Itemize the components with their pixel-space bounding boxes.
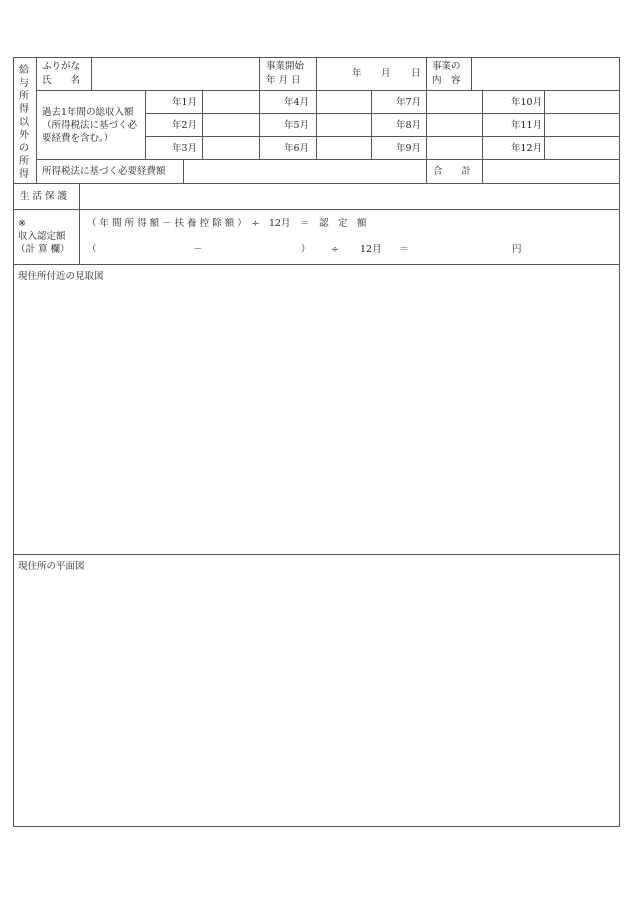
- cert-label-2: （計 算 欄）: [16, 244, 70, 255]
- col-m3-lab: [371, 90, 372, 159]
- welfare-label: 生 活 保 護: [20, 191, 68, 202]
- business-start-label-2: 年 月 日: [266, 75, 301, 86]
- total-label: 合 計: [433, 166, 472, 177]
- business-content-label-2: 内 容: [432, 75, 461, 86]
- row-line-8: [13, 554, 620, 555]
- row-line-2: [145, 113, 620, 114]
- col-m2-lab: [259, 90, 260, 159]
- col-m4-lab: [482, 90, 483, 159]
- col-start-label: [259, 57, 260, 90]
- month-label: 年5月: [284, 120, 310, 131]
- col-calc: [79, 209, 80, 264]
- month-label: 年3月: [172, 143, 198, 154]
- month-label: 年7月: [396, 97, 422, 108]
- row-line-3: [145, 136, 620, 137]
- date-day: 日: [411, 68, 421, 79]
- month-label: 年6月: [284, 143, 310, 154]
- col-m1-val: [202, 90, 203, 159]
- col-m3-val: [426, 90, 427, 159]
- formula-close: ）: [301, 244, 311, 255]
- month-label: 年8月: [396, 120, 422, 131]
- map-label: 現住所付近の見取図: [18, 271, 104, 282]
- cert-mark: ※: [18, 218, 26, 229]
- col-content-label: [426, 57, 427, 90]
- row-line-4: [36, 159, 620, 160]
- income-label-1: 過去1年間の総収入額: [42, 107, 134, 118]
- date-year: 年: [352, 68, 362, 79]
- month-label: 年11月: [511, 120, 543, 131]
- income-label-2: （所得税法に基づく必: [42, 120, 138, 131]
- business-content-label-1: 事業の: [432, 61, 461, 72]
- col-content-value: [471, 57, 472, 90]
- side-label: 給与所得以外の所得: [19, 65, 29, 180]
- formula-minus: －: [193, 244, 203, 255]
- month-label: 年4月: [284, 97, 310, 108]
- name-label: 氏 名: [42, 75, 81, 86]
- border-left: [13, 57, 14, 827]
- row-line-7: [13, 264, 620, 265]
- formula-yen: 円: [512, 244, 522, 255]
- col-total-label: [426, 159, 427, 183]
- income-label-3: 要経費を含む。）: [42, 133, 114, 144]
- border-bottom: [13, 826, 620, 827]
- business-start-label-1: 事業開始: [266, 61, 305, 72]
- col-m2-val: [316, 90, 317, 159]
- row-line-1: [36, 90, 620, 91]
- col-side: [36, 57, 37, 183]
- month-label: 年2月: [172, 120, 198, 131]
- expense-label: 所得税法に基づく必要経費額: [42, 166, 166, 177]
- furigana-label: ふりがな: [42, 61, 81, 72]
- col-name-label: [91, 57, 92, 90]
- date-month: 月: [381, 68, 391, 79]
- col-m4-val: [544, 90, 545, 159]
- col-income-label: [145, 90, 146, 159]
- row-line-6: [13, 209, 620, 210]
- row-line-5: [13, 183, 620, 184]
- cert-label-1: 収入認定額: [18, 231, 66, 242]
- col-expense-label: [183, 159, 184, 183]
- month-label: 年1月: [172, 97, 198, 108]
- col-total-value: [482, 159, 483, 183]
- col-welfare: [79, 183, 80, 209]
- month-label: 年10月: [511, 97, 543, 108]
- plan-label: 現住所の平面図: [18, 561, 85, 572]
- formula-div: ÷: [331, 244, 339, 255]
- month-label: 年12月: [511, 143, 543, 154]
- formula-eq: ＝: [399, 244, 409, 255]
- border-right: [619, 57, 620, 827]
- col-start-value: [316, 57, 317, 90]
- month-label: 年9月: [396, 143, 422, 154]
- formula-months: 12月: [360, 244, 382, 255]
- formula-line-1: （ 年 間 所 得 額 － 扶 養 控 除 額 ） ÷ 12月 ＝ 認 定 額: [87, 218, 367, 229]
- formula-open: （: [87, 244, 97, 255]
